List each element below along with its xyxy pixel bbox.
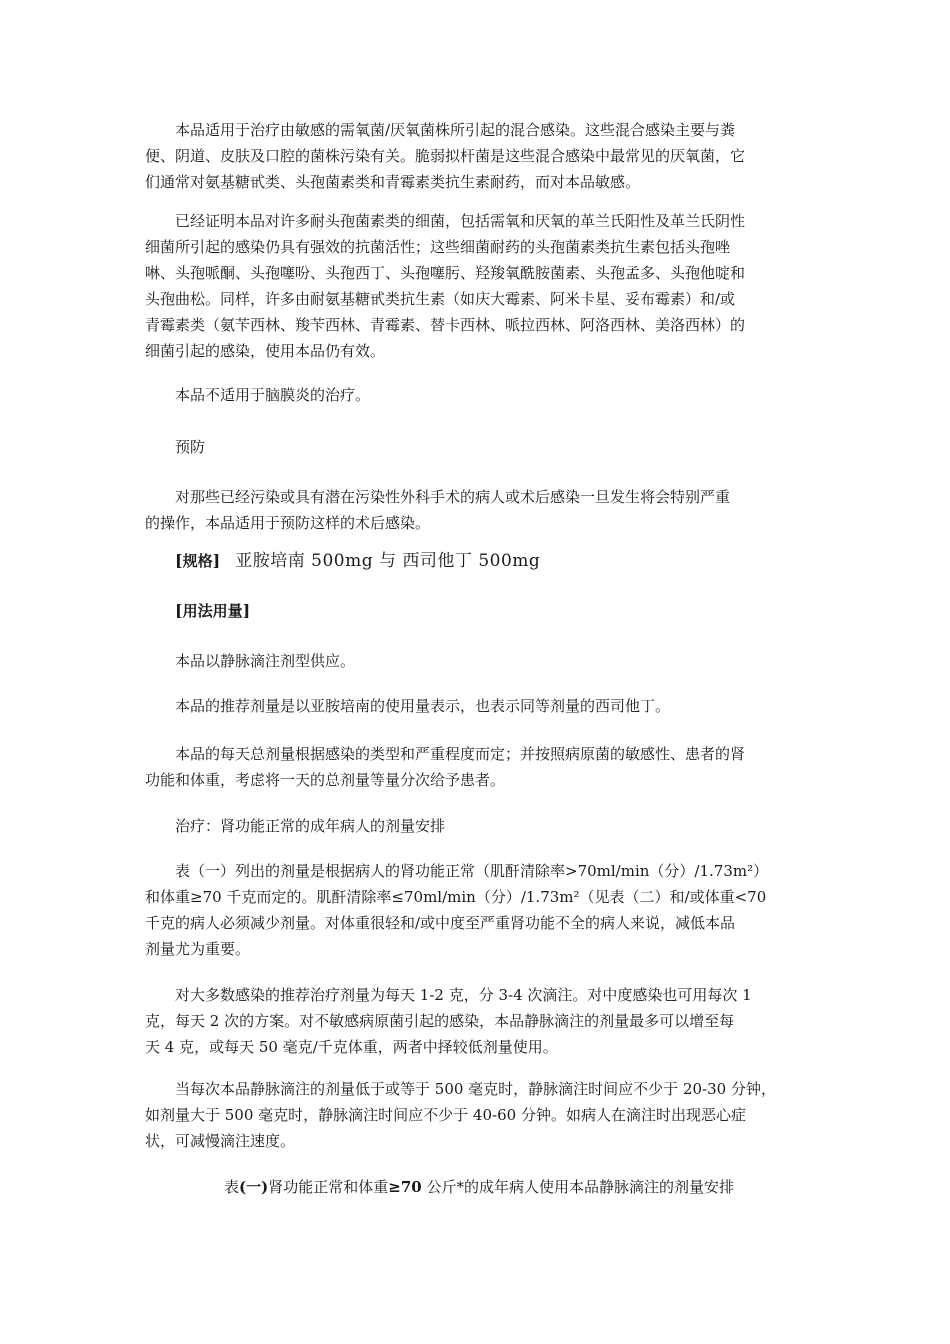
spec-value: 亚胺培南 500mg 与 西司他丁 500mg xyxy=(235,551,541,571)
text-line: 剂量尤为重要。 xyxy=(145,940,251,958)
caption-suffix: 公斤*的成年病人使用本品静脉滴注的剂量安排 xyxy=(421,1178,734,1196)
paragraph-prevention xyxy=(145,484,813,536)
text-line: 克，每天 2 次的方案。对不敏感病原菌引起的感染，本品静脉滴注的剂量最多可以增至每 xyxy=(145,1012,735,1030)
caption-middle: 肾功能正常和体重 xyxy=(268,1178,389,1196)
text-line: 啉、头孢哌酮、头孢噻吩、头孢西丁、头孢噻肟、羟羧氧酰胺菌素、头孢孟多、头孢他啶和 xyxy=(145,264,746,282)
paragraph-treatment-heading xyxy=(145,813,813,839)
spec-tag: 规格 xyxy=(182,552,213,570)
text-line: 便、阴道、皮肤及口腔的菌株污染有关。脆弱拟杆菌是这些混合感染中最常见的厌氧菌，它 xyxy=(145,147,746,165)
caption-prefix: 表 xyxy=(224,1178,240,1196)
bracket-open: [ xyxy=(175,601,183,620)
paragraph-infusion-time xyxy=(145,1076,813,1154)
paragraph-prevention-heading xyxy=(145,434,813,460)
text-line: 本品适用于治疗由敏感的需氧菌/厌氧菌株所引起的混合感染。这些混合感染主要与粪 xyxy=(175,121,736,139)
usage-tag: 用法用量 xyxy=(182,602,243,620)
text-line: 千克的病人必须减少剂量。对体重很轻和/或中度至严重肾功能不全的病人来说，减低本品 xyxy=(145,914,736,932)
spec-heading xyxy=(175,548,540,574)
text-line: 青霉素类（氨苄西林、羧苄西林、青霉素、替卡西林、哌拉西林、阿洛西林、美洛西林）的 xyxy=(145,316,746,334)
text-line: 头孢曲松。同样，许多由耐氨基糖甙类抗生素（如庆大霉素、阿米卡星、妥布霉素）和/或 xyxy=(145,290,736,308)
text-line: 如剂量大于 500 毫克时，静脉滴注时间应不少于 40-60 分钟。如病人在滴注时出现恶心症 xyxy=(145,1106,746,1124)
usage-heading xyxy=(175,598,250,624)
bracket-open: [ xyxy=(175,551,183,570)
text-line: 们通常对氨基糖甙类、头孢菌素类和青霉素类抗生素耐药，而对本品敏感。 xyxy=(145,173,641,191)
paragraph-recommended-dose xyxy=(145,982,813,1060)
text-line: 细菌所引起的感染仍具有强效的抗菌活性；这些细菌耐药的头孢菌素类抗生素包括头孢唑 xyxy=(145,238,731,256)
caption-weight: ≥70 xyxy=(388,1178,422,1196)
text-line: 本品不适用于脑膜炎的治疗。 xyxy=(175,386,371,404)
paragraph-table-note xyxy=(145,858,813,962)
bracket-close: ] xyxy=(212,551,221,570)
caption-table-no: (一) xyxy=(239,1178,269,1196)
text-line: 表（一）列出的剂量是根据病人的肾功能正常（肌酐清除率>70ml/min（分）/1.73m²） xyxy=(175,862,769,880)
text-line: 当每次本品静脉滴注的剂量低于或等于 500 毫克时，静脉滴注时间应不少于 20-30 分钟， xyxy=(175,1080,776,1098)
paragraph-daily-dose xyxy=(145,741,813,793)
text-line: 天 4 克，或每天 50 毫克/千克体重，两者中择较低剂量使用。 xyxy=(145,1038,558,1056)
text-line: 本品以静脉滴注剂型供应。 xyxy=(175,652,356,670)
text-line: 状，可减慢滴注速度。 xyxy=(145,1132,296,1150)
text-line: 本品的每天总剂量根据感染的类型和严重程度而定；并按照病原菌的敏感性、患者的肾 xyxy=(175,745,746,763)
paragraph-dosage-form xyxy=(145,648,813,674)
text-line: 细菌引起的感染，使用本品仍有效。 xyxy=(145,342,386,360)
text-line: 对那些已经污染或具有潜在污染性外科手术的病人或术后感染一旦发生将会特别严重 xyxy=(175,488,731,506)
text-line: 治疗：肾功能正常的成年病人的剂量安排 xyxy=(175,817,446,835)
table-caption xyxy=(145,1174,813,1200)
text-line: 本品的推荐剂量是以亚胺培南的使用量表示，也表示同等剂量的西司他丁。 xyxy=(175,697,671,715)
text-line: 预防 xyxy=(175,438,206,456)
text-line: 和体重≥70 千克而定的。肌酐清除率≤70ml/min（分）/1.73m²（见表（二）和/或体重<70 xyxy=(145,888,767,906)
paragraph-indications xyxy=(145,117,813,195)
paragraph-resistance xyxy=(145,208,813,364)
bracket-close: ] xyxy=(242,601,251,620)
paragraph-meningitis xyxy=(145,382,813,408)
text-line: 已经证明本品对许多耐头孢菌素类的细菌，包括需氧和厌氧的革兰氏阳性及革兰氏阴性 xyxy=(175,212,746,230)
text-line: 功能和体重，考虑将一天的总剂量等量分次给予患者。 xyxy=(145,771,506,789)
text-line: 对大多数感染的推荐治疗剂量为每天 1-2 克，分 3-4 次滴注。对中度感染也可用每次 1 xyxy=(175,986,752,1004)
paragraph-dose-expression xyxy=(145,693,813,719)
text-line: 的操作，本品适用于预防这样的术后感染。 xyxy=(145,514,431,532)
